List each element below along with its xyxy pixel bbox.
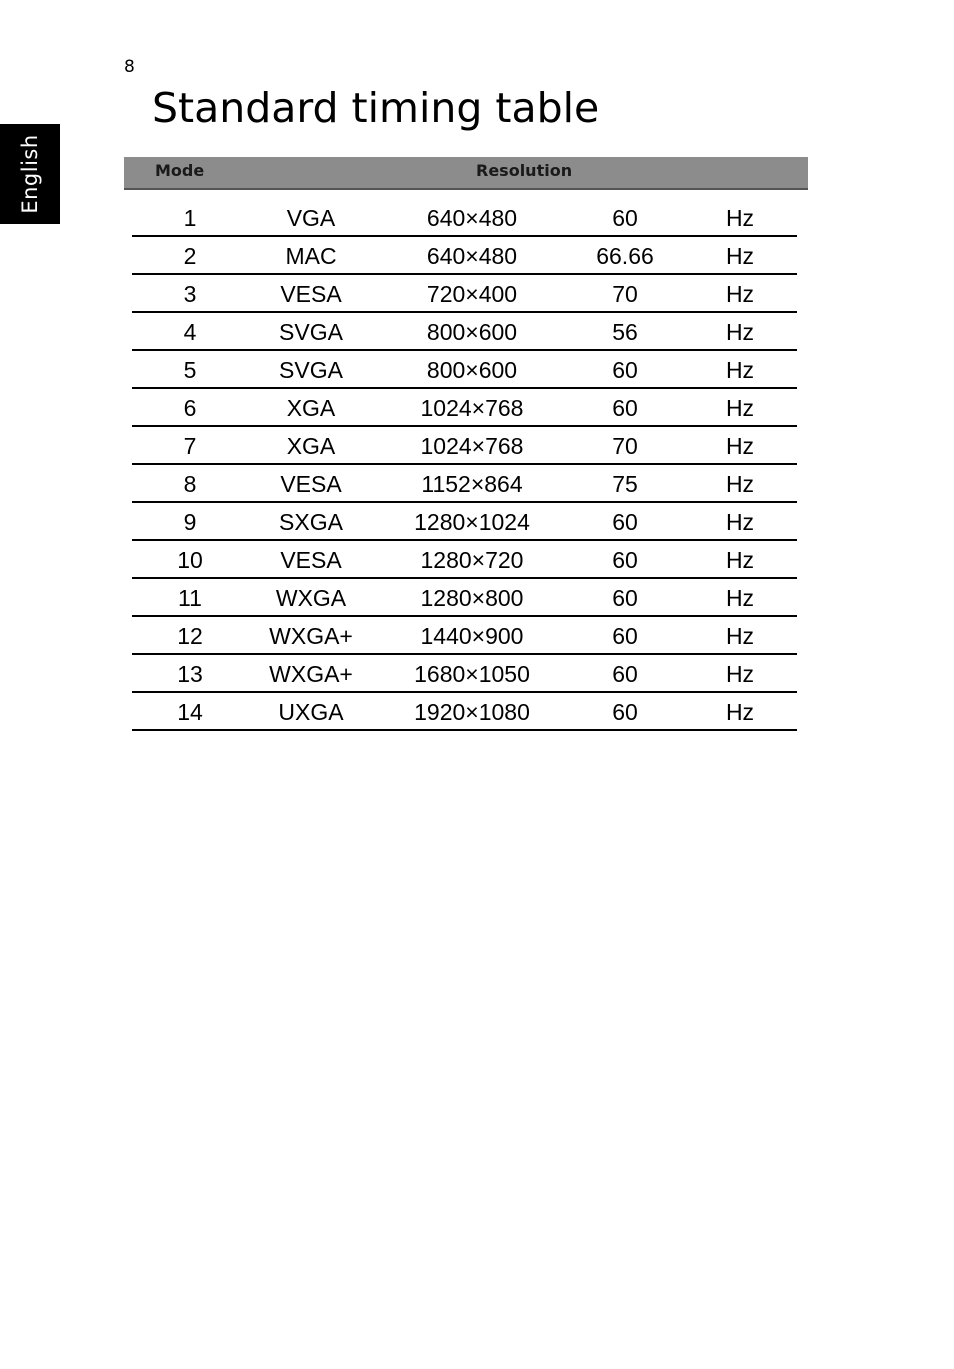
cell-frequency: 56 [612, 319, 638, 345]
cell-mode: 8 [183, 471, 197, 497]
cell-resolution: 1280×720 [420, 547, 524, 573]
cell-mode: 10 [177, 547, 203, 573]
cell-mode: 7 [183, 433, 197, 459]
timing-table [132, 199, 797, 731]
cell-mode: 9 [183, 509, 197, 535]
table-row [132, 655, 797, 693]
table-row [132, 541, 797, 579]
cell-standard: WXGA [275, 585, 347, 611]
table-row [132, 465, 797, 503]
cell-resolution: 1152×864 [421, 471, 523, 497]
cell-frequency: 60 [612, 205, 638, 231]
cell-resolution: 1024×768 [420, 395, 524, 421]
cell-frequency: 60 [612, 699, 638, 725]
cell-frequency: 60 [612, 395, 638, 421]
cell-resolution: 800×600 [426, 319, 518, 345]
table-row [132, 237, 797, 275]
cell-standard: SVGA [279, 319, 343, 345]
cell-standard: XGA [286, 395, 336, 421]
cell-unit: Hz [725, 243, 755, 269]
table-row [132, 617, 797, 655]
table-row [132, 503, 797, 541]
cell-mode: 5 [183, 357, 197, 383]
cell-unit: Hz [725, 395, 755, 421]
cell-standard: MAC [285, 243, 337, 269]
cell-mode: 3 [183, 281, 197, 307]
cell-frequency: 60 [612, 623, 638, 649]
cell-resolution: 1680×1050 [414, 661, 530, 687]
cell-frequency: 70 [612, 433, 638, 459]
cell-standard: WXGA+ [269, 623, 353, 649]
cell-standard: SVGA [279, 357, 343, 383]
table-row [132, 693, 797, 731]
cell-resolution: 720×400 [426, 281, 518, 307]
cell-unit: Hz [725, 319, 755, 345]
cell-unit: Hz [725, 471, 755, 497]
cell-unit: Hz [725, 357, 755, 383]
table-row [132, 427, 797, 465]
cell-frequency: 60 [612, 357, 638, 383]
cell-resolution: 640×480 [426, 243, 518, 269]
cell-frequency: 60 [612, 585, 638, 611]
table-row [132, 579, 797, 617]
table-row [132, 199, 797, 237]
cell-mode: 13 [177, 661, 203, 687]
cell-resolution: 1280×800 [420, 585, 524, 611]
cell-unit: Hz [725, 547, 755, 573]
cell-mode: 14 [177, 699, 203, 725]
cell-mode: 11 [178, 585, 202, 611]
table-row [132, 389, 797, 427]
cell-unit: Hz [725, 661, 755, 687]
cell-unit: Hz [725, 433, 755, 459]
cell-mode: 6 [183, 395, 197, 421]
cell-standard: VESA [280, 281, 342, 307]
cell-frequency: 70 [612, 281, 638, 307]
cell-standard: SXGA [279, 509, 343, 535]
page-number: 8 [124, 57, 135, 77]
table-row [132, 275, 797, 313]
cell-mode: 12 [177, 623, 203, 649]
page-title: Standard timing table [152, 84, 600, 132]
cell-standard: WXGA+ [269, 661, 353, 687]
cell-resolution: 800×600 [426, 357, 518, 383]
cell-mode: 1 [183, 205, 197, 231]
table-row [132, 351, 797, 389]
cell-mode: 4 [183, 319, 197, 345]
language-tab [0, 124, 60, 224]
cell-unit: Hz [725, 585, 755, 611]
cell-frequency: 60 [612, 661, 638, 687]
cell-resolution: 1440×900 [420, 623, 524, 649]
cell-frequency: 60 [612, 509, 638, 535]
cell-unit: Hz [725, 699, 755, 725]
language-tab-label: English [18, 134, 42, 214]
cell-resolution: 1920×1080 [414, 699, 530, 725]
cell-unit: Hz [725, 623, 755, 649]
cell-frequency: 75 [612, 471, 638, 497]
cell-standard: UXGA [278, 699, 344, 725]
header-resolution: Resolution [476, 161, 573, 180]
cell-resolution: 1280×1024 [414, 509, 530, 535]
cell-standard: VESA [280, 471, 342, 497]
table-row [132, 313, 797, 351]
cell-frequency: 66.66 [596, 243, 654, 269]
cell-unit: Hz [725, 281, 755, 307]
cell-resolution: 640×480 [426, 205, 518, 231]
cell-mode: 2 [183, 243, 197, 269]
cell-unit: Hz [725, 205, 755, 231]
cell-frequency: 60 [612, 547, 638, 573]
table-header [124, 157, 808, 190]
cell-standard: VGA [286, 205, 336, 231]
cell-resolution: 1024×768 [420, 433, 524, 459]
cell-unit: Hz [725, 509, 755, 535]
header-mode: Mode [155, 161, 205, 180]
cell-standard: VESA [280, 547, 342, 573]
cell-standard: XGA [286, 433, 336, 459]
